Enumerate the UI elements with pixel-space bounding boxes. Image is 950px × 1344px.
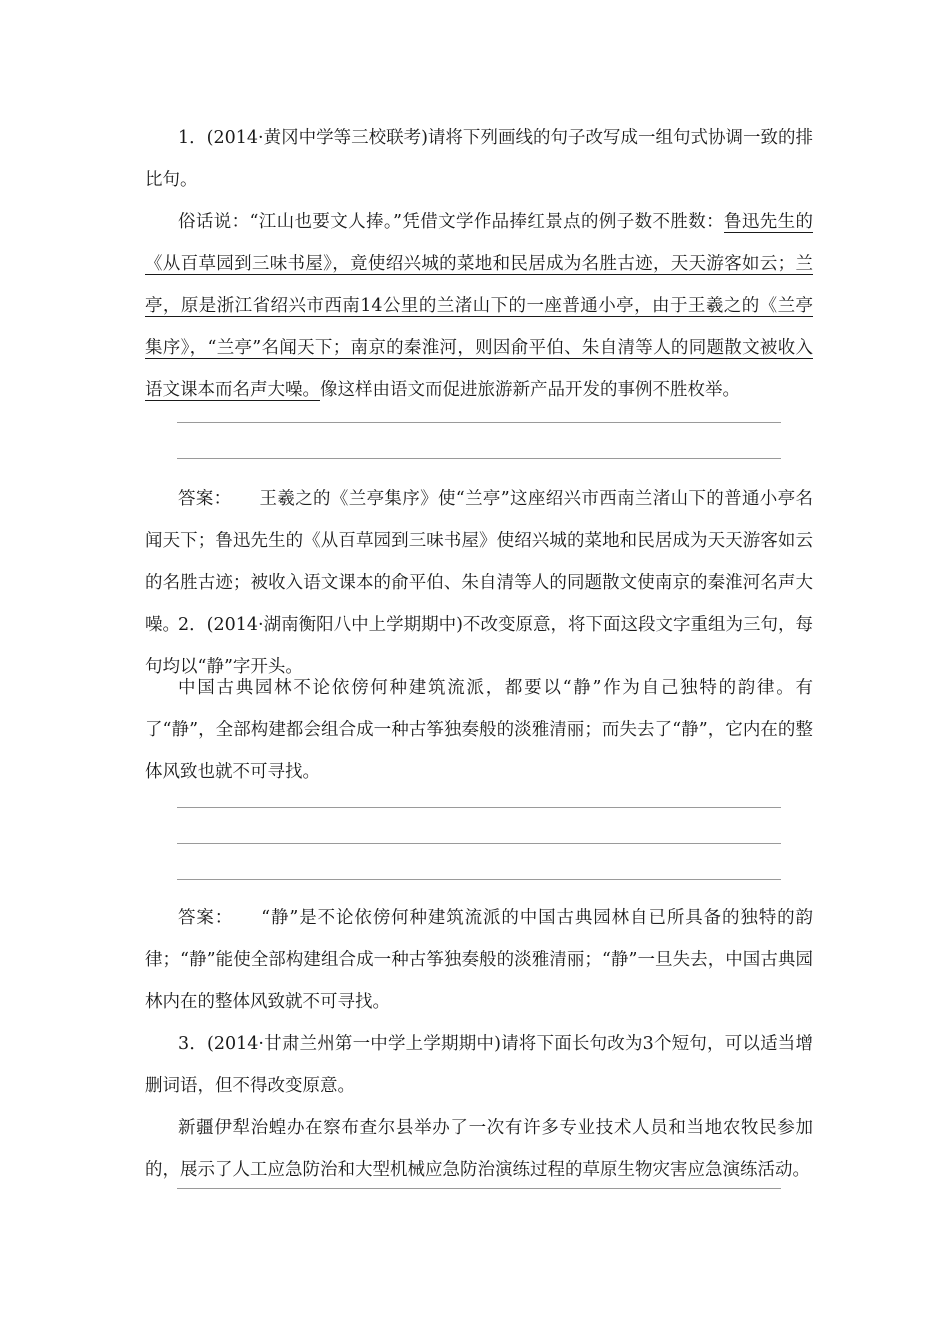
answer-blank-line — [177, 458, 781, 459]
answer-text: 王羲之的《兰亭集序》使“兰亭”这座绍兴市西南兰渚山下的普通小亭名闻天下；鲁迅先生的《从百草园到三味书屋》使绍兴城的菜地和民居成为天天游客如云的名胜古迹；被收入语文课本的俞平伯、朱自清等人的同题散文使南京的秦淮河名声大噪。 — [145, 489, 813, 635]
question-3-prompt: 3．(2014·甘肃兰州第一中学上学期期中)请将下面长句改为3个短句，可以适当增删词语，但不得改变原意。 — [145, 1034, 813, 1096]
question-3-passage: 新疆伊犁治蝗办在察布查尔县举办了一次有许多专业技术人员和当地农牧民参加的，展示了人工应急防治和大型机械应急防治演练过程的草原生物灾害应急演练活动。 — [145, 1118, 813, 1180]
question-1-passage — [145, 201, 813, 411]
underlined-sentences: 鲁迅先生的《从百草园到三味书屋》，竟使绍兴城的菜地和民居成为名胜古迹，天天游客如云；兰亭，原是浙江省绍兴市西南14公里的兰渚山下的一座普通小亭，由于王羲之的《兰亭集序》，“兰亭”名闻天下；南京的秦淮河，则因俞平伯、朱自清等人的同题散文被收入语文课本而名声大噪。 — [145, 212, 813, 400]
answer-blank-line — [177, 807, 781, 808]
question-2-passage: 中国古典园林不论依傍何种建筑流派，都要以“静”作为自己独特的韵律。有了“静”，全部构建都会组合成一种古筝独奏般的淡雅清丽；而失去了“静”，它内在的整体风致也就不可寻找。 — [145, 678, 813, 782]
answer-blank-line — [177, 422, 781, 423]
answer-blank-line — [177, 879, 781, 880]
question-2-prompt: 2．(2014·湖南衡阳八中上学期期中)不改变原意，将下面这段文字重组为三句，每句均以“静”字开头。 — [145, 615, 813, 677]
answer-blank-line — [177, 843, 781, 844]
answer-label: 答案： — [178, 489, 232, 509]
question-2-answer — [145, 897, 813, 1023]
passage-tail: 像这样由语文而促进旅游新产品开发的事例不胜枚举。 — [320, 380, 740, 400]
answer-text: “静”是不论依傍何种建筑流派的中国古典园林自已所具备的独特的韵律；“静”能使全部构建组合成一种古筝独奏般的淡雅清丽；“静”一旦失去，中国古典园林内在的整体风致就不可寻找。 — [145, 908, 813, 1012]
question-1-prompt: 1．(2014·黄冈中学等三校联考)请将下列画线的句子改写成一组句式协调一致的排比句。 — [145, 128, 813, 190]
passage-lead: 俗话说：“江山也要文人捧。”凭借文学作品捧红景点的例子数不胜数： — [178, 212, 725, 232]
answer-label: 答案： — [178, 908, 234, 928]
answer-blank-line — [177, 1188, 781, 1189]
